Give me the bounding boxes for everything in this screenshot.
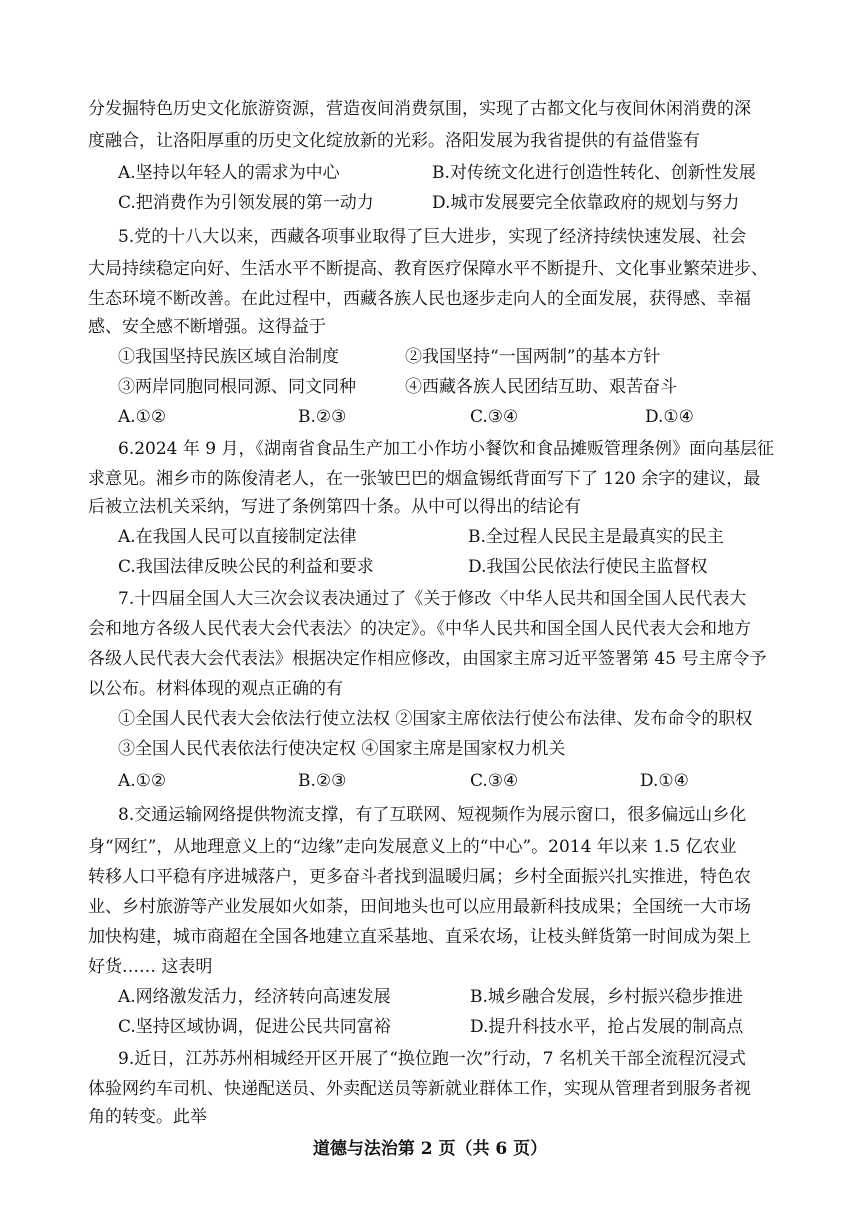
q5-item-4: ④西藏各族人民团结互助、艰苦奋斗 bbox=[405, 377, 677, 397]
q9-stem-line-2: 体验网约车司机、快递配送员、外卖配送员等新就业群体工作，实现从管理者到服务者视 bbox=[88, 1079, 751, 1099]
q7-option-a: A.①② bbox=[118, 771, 167, 791]
q8-stem-line-1: 8.交通运输网络提供物流支撑，有了互联网、短视频作为展示窗口，很多偏远山乡化 bbox=[118, 805, 747, 825]
q4-text-line-2: 度融合，让洛阳厚重的历史文化绽放新的光彩。洛阳发展为我省提供的有益借鉴有 bbox=[88, 131, 700, 151]
q5-option-a: A.①② bbox=[118, 407, 167, 427]
q5-option-b: B.②③ bbox=[298, 407, 347, 427]
q8-stem-line-2: 身“网红”，从地理意义上的“边缘”走向发展意义上的“中心”。2014 年以来 1.5 亿农业 bbox=[88, 837, 737, 857]
q5-item-1: ①我国坚持民族区域自治制度 bbox=[118, 347, 339, 367]
q7-stem-line-2: 会和地方各级人民代表大会代表法〉的决定》。《中华人民共和国全国人民代表大会和地方 bbox=[88, 619, 751, 639]
q5-stem-line-3: 生态环境不断改善。在此过程中，西藏各族人民也逐步走向人的全面发展，获得感、幸福 bbox=[88, 289, 751, 309]
q4-option-c: C.把消费作为引领发展的第一动力 bbox=[118, 193, 374, 213]
q6-option-b: B.全过程人民民主是最真实的民主 bbox=[468, 527, 724, 547]
q7-option-d: D.①④ bbox=[640, 771, 689, 791]
q6-option-c: C.我国法律反映公民的利益和要求 bbox=[118, 557, 374, 577]
q9-stem-line-3: 角的转变。此举 bbox=[88, 1107, 207, 1127]
q7-stem-line-4: 以公布。材料体现的观点正确的有 bbox=[88, 679, 343, 699]
q8-stem-line-6: 好货…… 这表明 bbox=[88, 957, 213, 977]
q8-stem-line-4: 业、乡村旅游等产业发展如火如荼，田间地头也可以应用最新科技成果；全国统一大市场 bbox=[88, 897, 751, 917]
q7-items-1-2: ①全国人民代表大会依法行使立法权 ②国家主席依法行使公布法律、发布命令的职权 bbox=[118, 709, 753, 729]
page-footer: 道德与法治第 2 页（共 6 页） bbox=[312, 1139, 548, 1159]
q6-stem-line-1: 6.2024 年 9 月，《湖南省食品生产加工小作坊小餐饮和食品摊贩管理条例》面向基层征 bbox=[118, 439, 775, 459]
q6-stem-line-2: 求意见。湘乡市的陈俊清老人，在一张皱巴巴的烟盒锡纸背面写下了 120 余字的建议，最 bbox=[88, 469, 761, 489]
q9-stem-line-1: 9.近日，江苏苏州相城经开区开展了“换位跑一次”行动，7 名机关干部全流程沉浸式 bbox=[118, 1049, 746, 1069]
q4-text-line-1: 分发掘特色历史文化旅游资源，营造夜间消费氛围，实现了古都文化与夜间休闲消费的深 bbox=[88, 99, 751, 119]
q4-option-a: A.坚持以年轻人的需求为中心 bbox=[118, 163, 340, 183]
q8-stem-line-5: 加快构建，城市商超在全国各地建立直采基地、直采农场，让枝头鲜货第一时间成为架上 bbox=[88, 927, 751, 947]
q5-stem-line-4: 感、安全感不断增强。这得益于 bbox=[88, 317, 326, 337]
q4-option-d: D.城市发展要完全依靠政府的规划与努力 bbox=[432, 193, 740, 213]
q7-stem-line-1: 7.十四届全国人大三次会议表决通过了《关于修改〈中华人民共和国全国人民代表大 bbox=[118, 589, 747, 609]
q8-option-b: B.城乡融合发展，乡村振兴稳步推进 bbox=[470, 987, 743, 1007]
q5-item-3: ③两岸同胞同根同源、同文同种 bbox=[118, 377, 356, 397]
q7-items-3-4: ③全国人民代表依法行使决定权 ④国家主席是国家权力机关 bbox=[118, 739, 566, 759]
q7-option-b: B.②③ bbox=[298, 771, 347, 791]
q8-stem-line-3: 转移人口平稳有序进城落户，更多奋斗者找到温暖归属；乡村全面振兴扎实推进，特色农 bbox=[88, 867, 751, 887]
q8-option-a: A.网络激发活力，经济转向高速发展 bbox=[118, 987, 391, 1007]
q6-option-d: D.我国公民依法行使民主监督权 bbox=[468, 557, 708, 577]
q7-stem-line-3: 各级人民代表大会代表法》根据决定作相应修改，由国家主席习近平签署第 45 号主席令予 bbox=[88, 649, 767, 669]
q5-stem-line-2: 大局持续稳定向好、生活水平不断提高、教育医疗保障水平不断提升、文化事业繁荣进步、 bbox=[88, 259, 768, 279]
q4-option-b: B.对传统文化进行创造性转化、创新性发展 bbox=[432, 163, 756, 183]
q8-option-d: D.提升科技水平，抢占发展的制高点 bbox=[470, 1017, 744, 1037]
q5-item-2: ②我国坚持“一国两制”的基本方针 bbox=[405, 347, 661, 367]
q6-stem-line-3: 后被立法机关采纳，写进了条例第四十条。从中可以得出的结论有 bbox=[88, 497, 581, 517]
q5-option-d: D.①④ bbox=[645, 407, 694, 427]
q5-option-c: C.③④ bbox=[470, 407, 519, 427]
q6-option-a: A.在我国人民可以直接制定法律 bbox=[118, 527, 357, 547]
q7-option-c: C.③④ bbox=[470, 771, 519, 791]
q8-option-c: C.坚持区域协调，促进公民共同富裕 bbox=[118, 1017, 391, 1037]
q5-stem-line-1: 5.党的十八大以来，西藏各项事业取得了巨大进步，实现了经济持续快速发展、社会 bbox=[118, 227, 747, 247]
